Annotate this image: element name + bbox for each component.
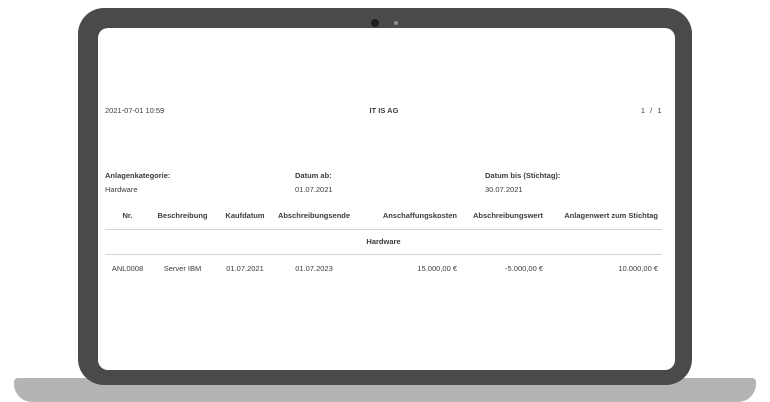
table-header-row (105, 211, 662, 230)
filter-datum-ab (295, 171, 485, 194)
cell-kaufdatum: 01.07.2021 (226, 264, 264, 273)
cell-abschreibungsende: 01.07.2023 (295, 264, 333, 273)
group-label: Hardware (105, 230, 662, 255)
filter-value: 01.07.2021 (295, 185, 333, 194)
filter-value: 30.07.2021 (485, 185, 523, 194)
filter-label: Datum bis (Stichtag): (485, 171, 561, 180)
report-header (105, 106, 663, 115)
column-header-nr: Nr. (105, 211, 150, 230)
filter-datum-bis (485, 171, 560, 194)
table-row (105, 255, 662, 274)
filter-label: Anlagenkategorie: (105, 171, 171, 180)
cell-anschaffungskosten: 15.000,00 € (417, 264, 457, 273)
report-screen (98, 28, 675, 370)
column-header-abschreibungsende: Abschreibungsende (275, 211, 353, 230)
report-company-title: IT IS AG (369, 106, 399, 115)
report-document (98, 106, 675, 370)
camera-icon (371, 19, 379, 27)
filter-anlagenkategorie (105, 171, 295, 194)
cell-nr: ANL0008 (111, 264, 144, 273)
report-timestamp: 2021-07-01 10:59 (105, 106, 165, 115)
column-header-kaufdatum: Kaufdatum (215, 211, 275, 230)
report-filters (105, 171, 663, 194)
column-header-beschreibung: Beschreibung (150, 211, 215, 230)
camera-led-icon (394, 21, 398, 25)
column-header-anschaffungskosten: Anschaffungskosten (353, 211, 457, 230)
column-header-abschreibungswert: Abschreibungswert (457, 211, 543, 230)
filter-label: Datum ab: (295, 171, 332, 180)
report-page-indicator: 1 / 1 (640, 106, 663, 115)
table-group-row (105, 230, 662, 255)
assets-table (105, 211, 662, 273)
filter-value: Hardware (105, 185, 138, 194)
laptop-bezel (78, 8, 692, 385)
cell-anlagenwert: 10.000,00 € (618, 264, 658, 273)
column-header-anlagenwert: Anlagenwert zum Stichtag (543, 211, 662, 230)
cell-beschreibung: Server IBM (163, 264, 202, 273)
cell-abschreibungswert: -5.000,00 € (505, 264, 543, 273)
